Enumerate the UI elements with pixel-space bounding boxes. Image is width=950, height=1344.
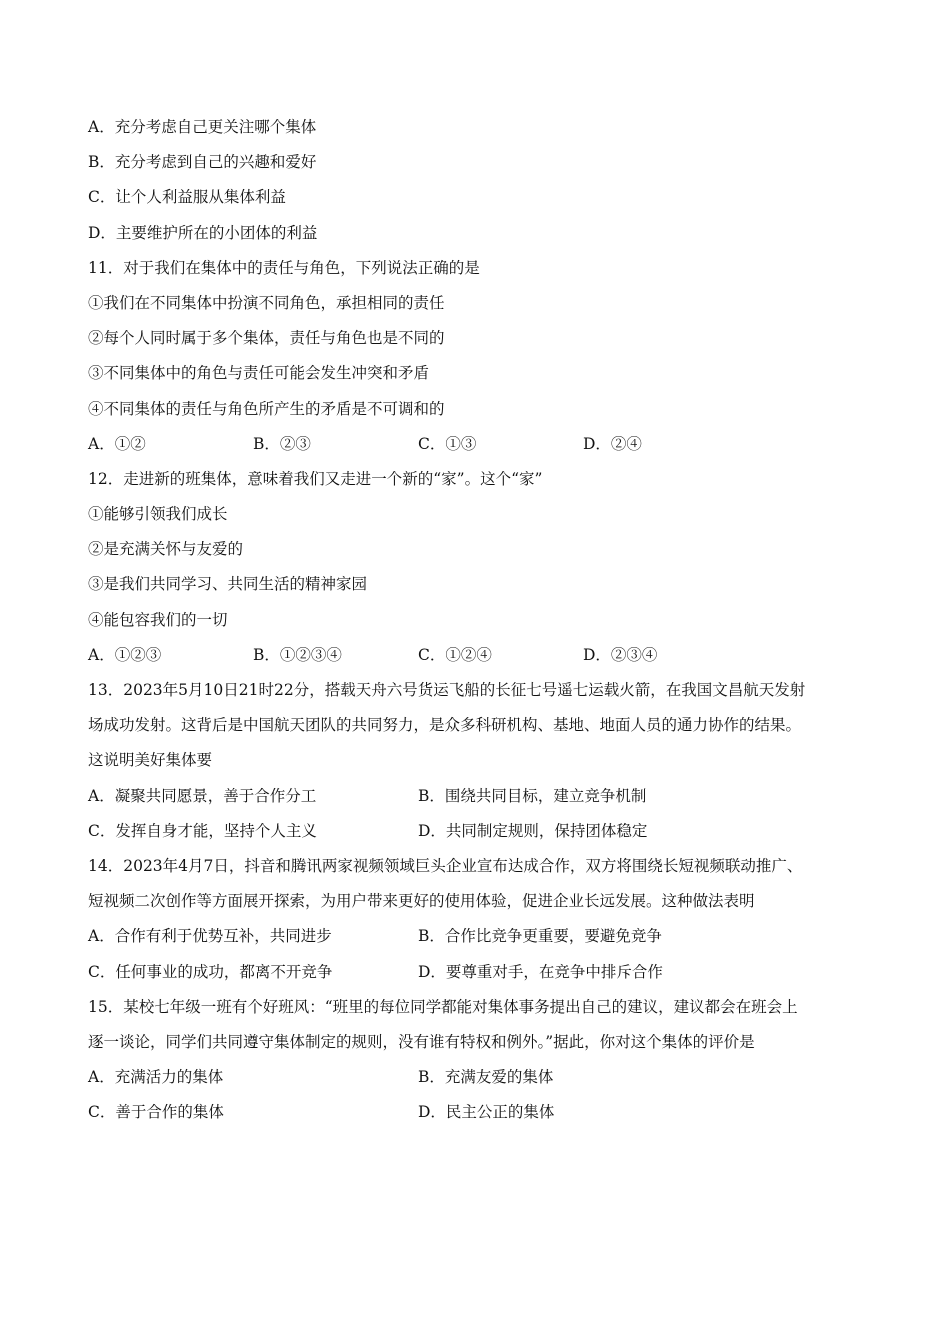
option-a: A．①②③ [88,645,162,664]
option-a: A．合作有利于优势互补，共同进步 [88,927,332,946]
answer-options-row-1 [88,1063,878,1098]
question-15 [88,993,878,1134]
question-13 [88,676,878,852]
option-c: C．①③ [418,434,477,453]
option-a: A．凝聚共同愿景，善于合作分工 [88,786,317,805]
statement-item: ③不同集体中的角色与责任可能会发生冲突和矛盾 [88,364,430,383]
option-a: A．充满活力的集体 [88,1068,224,1087]
statement-item: ④不同集体的责任与角色所产生的矛盾是不可调和的 [88,399,445,418]
question-stem: 场成功发射。这背后是中国航天团队的共同努力，是众多科研机构、基地、地面人员的通力协作的结果。 [88,716,802,735]
statement-item: ③是我们共同学习、共同生活的精神家园 [88,575,368,594]
answer-options-row-2 [88,817,878,852]
option-a: A．①② [88,434,146,453]
option-c: C．①②④ [418,645,492,664]
question-11 [88,254,878,465]
question-stem: 逐一谈论，同学们共同遵守集体制定的规则，没有谁有特权和例外。”据此，你对这个集体的评价是 [88,1032,755,1051]
question-10-options [88,113,878,254]
option-c: C．让个人利益服从集体利益 [88,188,286,207]
statement-item: ①能够引领我们成长 [88,505,228,524]
option-a: A．充分考虑自己更关注哪个集体 [88,118,317,136]
question-stem: 13．2023年5月10日21时22分，搭载天舟六号货运飞船的长征七号遥七运载火箭，在我国文昌航天发射 [88,681,806,699]
question-stem: 15．某校七年级一班有个好班风：“班里的每位同学都能对集体事务提出自己的建议，建议都会在班会上 [88,997,798,1016]
answer-options-row-2 [88,1098,878,1133]
option-c: C．发挥自身才能，坚持个人主义 [88,821,317,840]
option-d: D．共同制定规则，保持团体稳定 [418,821,648,840]
option-c: C．善于合作的集体 [88,1103,224,1122]
statement-item: ②是充满关怀与友爱的 [88,540,244,559]
option-d: D．主要维护所在的小团体的利益 [88,223,318,242]
answer-options-row-2 [88,958,878,993]
answer-options-row-1 [88,782,878,817]
option-b: B．充分考虑到自己的兴趣和爱好 [88,153,317,172]
statement-item: ①我们在不同集体中扮演不同角色，承担相同的责任 [88,293,445,312]
question-12 [88,465,878,676]
option-d: D．民主公正的集体 [418,1103,555,1122]
option-c: C．任何事业的成功，都离不开竞争 [88,962,333,981]
option-b: B．合作比竞争更重要，要避免竞争 [418,927,662,946]
question-stem: 12．走进新的班集体，意味着我们又走进一个新的“家”。这个“家” [88,469,543,488]
option-b: B．充满友爱的集体 [418,1068,554,1087]
statement-item: ④能包容我们的一切 [88,610,228,629]
option-b: B．围绕共同目标，建立竞争机制 [418,786,647,805]
question-stem: 11．对于我们在集体中的责任与角色，下列说法正确的是 [88,258,480,277]
answer-options-row-1 [88,922,878,957]
option-b: B．①②③④ [253,645,342,664]
option-d: D．②④ [583,434,642,453]
option-d: D．②③④ [583,645,658,664]
answer-options [88,641,878,676]
question-stem: 这说明美好集体要 [88,751,213,770]
option-b: B．②③ [253,434,311,453]
statement-item: ②每个人同时属于多个集体，责任与角色也是不同的 [88,329,445,348]
question-stem: 短视频二次创作等方面展开探索，为用户带来更好的使用体验，促进企业长远发展。这种做法表明 [88,892,755,911]
option-d: D．要尊重对手，在竞争中排斥合作 [418,962,663,981]
question-14 [88,852,878,993]
question-stem: 14．2023年4月7日，抖音和腾讯两家视频领域巨头企业宣布达成合作，双方将围绕长短视频联动推广、 [88,856,803,875]
answer-options [88,430,878,465]
exam-page [88,113,878,1133]
